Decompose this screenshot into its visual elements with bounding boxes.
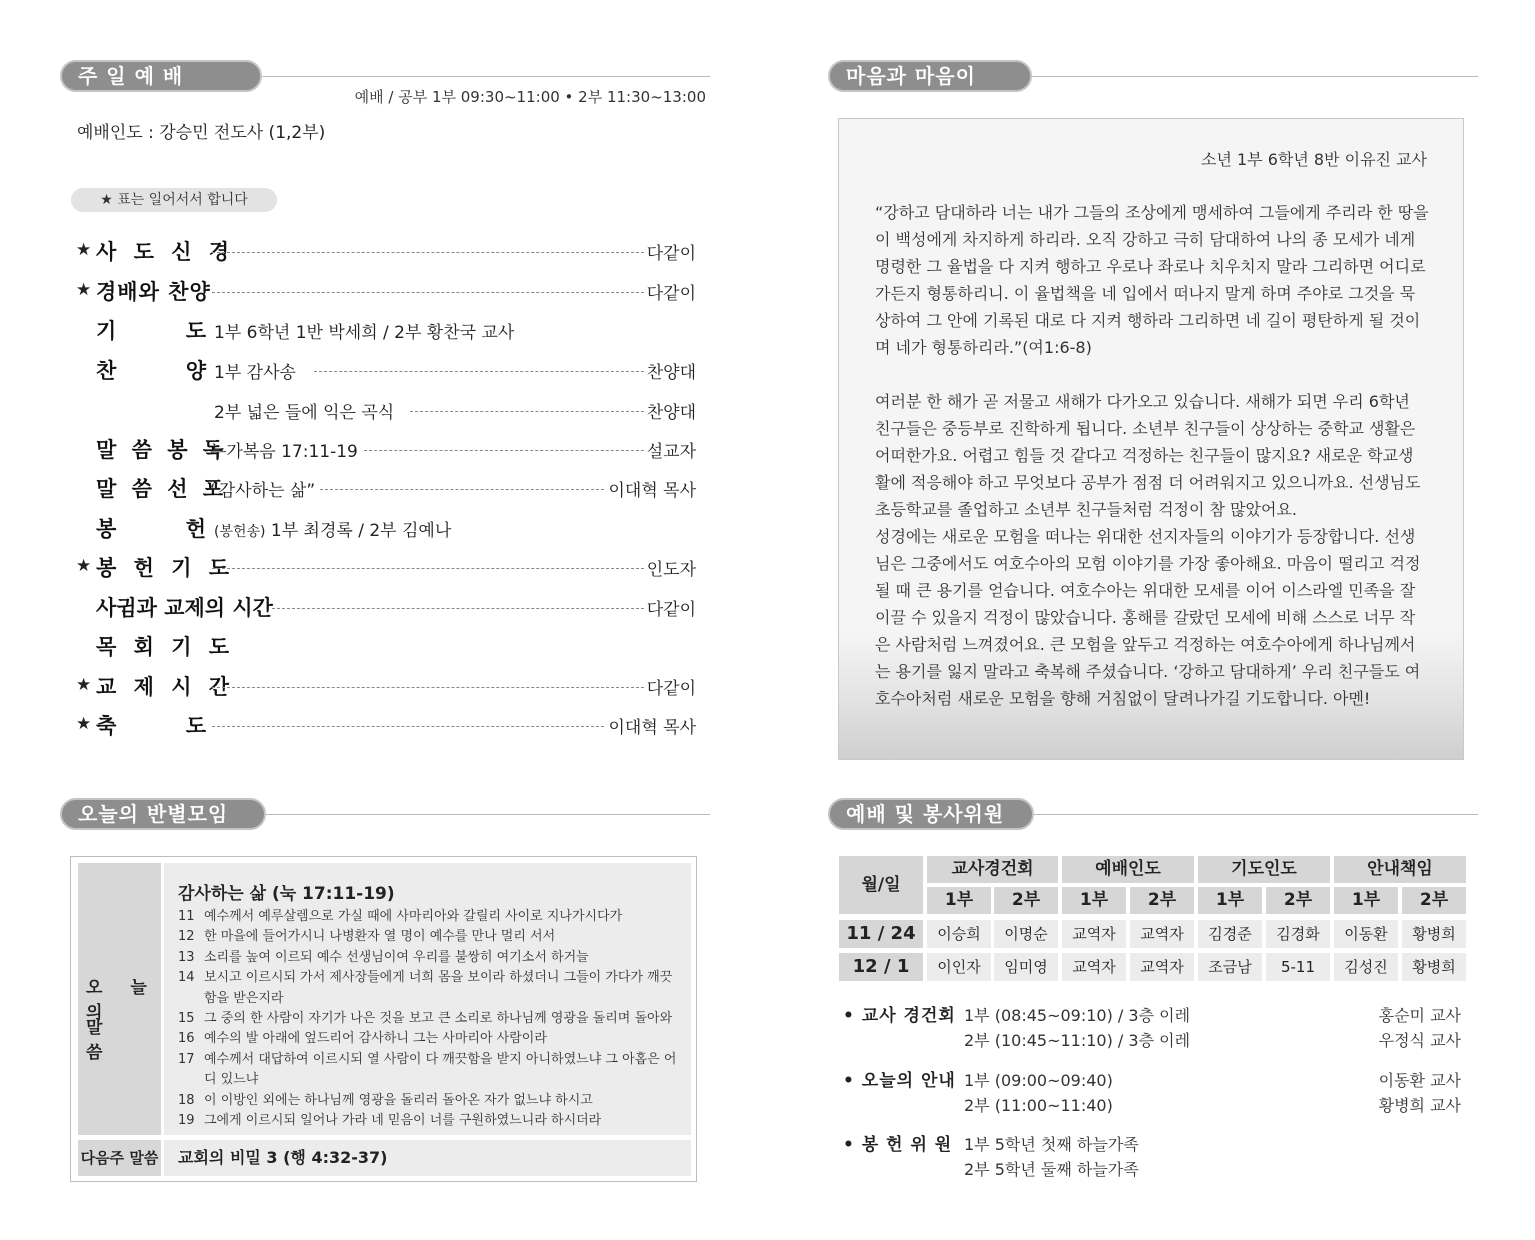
star-mark: ★ [76,556,92,576]
verse-number: 16 [178,1031,195,1047]
order-label: 말 씀 선 포 [96,477,228,501]
row-date: 11 / 24 [839,920,923,948]
order-row [76,631,696,661]
table-cell: 황병희 [1402,953,1466,981]
verse-number: 11 [178,909,195,924]
paragraph-gap [875,361,1431,388]
worship-schedule: 예배 / 공부 1부 09:30~11:00 • 2부 11:30~13:00 [354,88,706,106]
devotion-paragraph: “강하고 담대하라 너는 내가 그들의 조상에게 맹세하여 그들에게 주리라 한 땅을 이 백성에게 차지하게 하리라. 오직 강하고 극히 담대하여 나의 종 모세가 네게 명령한 그 율법을 다 지켜 행하고 우로나 좌로나 치우치지 말라 그리하면 어디로 가든지 형통하리니. 이 율법책을 네 입에서 떠나지 말게 하며 주야로 그것을 묵 상하여 그 안에 기록된 대로 다 지켜 행하라 그리하면 네 길이 평탄하게 될 것이 며 네가 형통하리라.”(여1:6-8) [875,203,1429,357]
next-week-label: 다음주 말씀 [78,1140,161,1176]
verse-number: 15 [178,1011,195,1027]
order-row [76,473,696,503]
verse-text: 그에게 이르시되 일어나 가라 네 믿음이 너를 구원하였느니라 하시더라 [204,1113,602,1129]
order-row: 찬 양 1부 감사송 찬양대 [96,359,696,383]
sunday-worship-title: 주 일 예 배 [60,60,262,92]
leader-dots [212,252,644,253]
star-mark: ★ [76,675,92,695]
bible-meeting-box [70,856,697,1182]
order-performer: 찬양대 [646,403,696,423]
order-performer: 다같이 [646,679,696,699]
leader-dots [364,450,644,451]
devotion-paragraph: 성경에는 새로운 모험을 떠나는 위대한 선지자들의 이야기가 등장합니다. 선생 님은 그중에서도 여호수아의 모험 이야기를 가장 좋아해요. 마음이 떨리고 걱정 될 때 큰 용기를 얻습니다. 여호수아는 위대한 모세를 이어 이스라엘 민족을 잘 이끌 수 있을지 걱정이 많았습니다. 홍해를 갈랐던 모세에 비해 스스로 너무 작 은 사람처럼 느껴졌어요. 큰 모험을 앞두고 걱정하는 여호수아에게 하나님께서 는 용기를 잃지 말라고 축복해 주셨습니다. ‘강하고 담대하게’ 우리 친구들도 여 호수아처럼 새로운 모험을 향해 거침없이 달려나가길 기도합니다. 아멘! [875,527,1421,708]
duty-person: 홍순미 교사 [1378,1006,1461,1025]
verse [178,1009,683,1029]
order-detail: 2부 넓은 들에 익은 곡식 [214,403,395,423]
duty-label: • 교사 경건회 [843,1006,956,1026]
order-performer: 이대혁 목사 [608,718,696,738]
order-row [76,395,696,425]
order-row [76,236,696,266]
order-label: 말 씀 봉 독 [96,438,228,462]
today-word-label [78,863,161,1135]
order-detail: 1부 6학년 1반 박세희 / 2부 황찬국 교사 [214,323,515,343]
duty-person: 이동환 교사 [1378,1071,1461,1090]
sub-header: 2부 [1266,887,1330,914]
group-header: 교사경건회 [927,856,1058,883]
header-rule [1024,814,1478,815]
order-detail: “감사하는 삶” [210,481,316,501]
table-cell: 교역자 [1130,920,1194,948]
order-row: ★ 축 도 이대혁 목사 [76,714,696,738]
group-header: 안내책임 [1334,856,1466,883]
order-performer: 다같이 [646,244,696,264]
table-cell: 황병희 [1402,920,1466,948]
duty-line: 2부 (11:00~11:40) [964,1096,1113,1115]
duty-line: 1부 (08:45~09:10) / 3층 이레 [964,1006,1191,1025]
verse [178,927,683,947]
verse [178,1111,683,1131]
leader-dots [212,687,644,688]
verse-number: 12 [178,929,195,945]
sub-header: 1부 [1062,887,1126,914]
verse-text: 그 중의 한 사람이 자기가 나은 것을 보고 큰 소리로 하나님께 영광을 돌리며 돌아와 [204,1011,673,1027]
devotion-header [828,60,1478,94]
group-header: 예배인도 [1062,856,1194,883]
duty-label: • 오늘의 안내 [843,1071,956,1091]
order-detail [214,516,451,541]
verse-text: 한 마을에 들어가시니 나병환자 열 명이 예수를 만나 멀리 서서 [204,929,556,945]
table-cell: 조금남 [1198,953,1262,981]
devotion-author: 소년 1부 6학년 8반 이유진 교사 [1201,150,1427,169]
verse-text: 예수의 발 아래에 엎드리어 감사하니 그는 사마리아 사람이라 [204,1031,547,1047]
leader-dots [410,411,644,412]
duty-line: 1부 (09:00~09:40) [964,1071,1113,1090]
sub-header: 2부 [1402,887,1466,914]
table-cell: 이동환 [1334,920,1398,948]
duty-person: 황병희 교사 [1378,1096,1461,1115]
duty-person: 우정식 교사 [1378,1031,1461,1050]
order-performer: 다같이 [646,284,696,304]
order-performer: 인도자 [646,560,696,580]
order-row [76,434,696,464]
order-performer: 이대혁 목사 [608,481,696,501]
verse [178,907,683,927]
sub-header: 2부 [994,887,1058,914]
bible-meeting-header [60,798,710,832]
verse [178,1091,683,1111]
sub-header: 1부 [927,887,991,914]
passage-title: 감사하는 삶 (눅 17:11-19) [178,884,395,904]
verse-number: 14 [178,970,195,986]
leader-dots [320,489,604,490]
offering-song-note: (봉헌송) [214,524,266,540]
date-header: 월/일 [839,856,923,914]
table-cell: 김경화 [1266,920,1330,948]
order-detail: 1부 감사송 [214,363,296,383]
verse-list [178,907,683,1131]
row-date: 12 / 1 [839,953,923,981]
header-rule [1023,76,1478,77]
devotion-title: 마음과 마음이 [828,60,1032,92]
devotion-box [838,118,1464,760]
leader-dots [314,371,644,372]
devotion-paragraph: 여러분 한 해가 곧 저물고 새해가 다가오고 있습니다. 새해가 되면 우리 6학년 친구들은 중등부로 진학하게 됩니다. 소년부 친구들이 상상하는 중학교 생활은 어떠한가요. 어렵고 힘들 것 같다고 걱정하는 친구들이 많지요? 새로운 학교생 활에 적응해야 하고 무엇보다 공부가 점점 더 어려워지고 있으니까요. 선생님도 초등학교를 졸업하고 소년부 친구들처럼 걱정이 참 많았어요. [875,392,1421,519]
verse-text: 소리를 높여 이르되 예수 선생님이여 우리를 불쌍히 여기소서 하거늘 [204,949,589,965]
group-header: 기도인도 [1198,856,1330,883]
verse-number: 17 [178,1051,195,1067]
order-performer: 설교자 [646,442,696,462]
order-label: 목 회 기 도 [96,635,235,659]
service-title: 예배 및 봉사위원 [828,798,1034,830]
verse-text: 보시고 이르시되 가서 제사장들에게 너희 몸을 보이라 하셨더니 그들이 가다가 깨끗함을 받은지라 [204,970,673,1006]
table-cell: 김성진 [1334,953,1398,981]
verse [178,968,683,1009]
verse-text: 예수께서 대답하여 이르시되 열 사람이 다 깨끗함을 받지 아니하였느냐 그 아홉은 어디 있느냐 [204,1051,677,1088]
table-cell: 교역자 [1130,953,1194,981]
verse-number: 13 [178,949,195,965]
star-note: ★ 표는 일어서서 합니다 [71,188,277,212]
table-cell: 이승희 [927,920,991,948]
leader-dots [272,608,644,609]
sub-header: 1부 [1334,887,1398,914]
table-cell: 김경준 [1198,920,1262,948]
order-performer: 찬양대 [646,363,696,383]
duty-label: • 봉 헌 위 원 [843,1135,953,1155]
order-label: 봉 헌 기 도 [96,556,235,580]
verse [178,948,683,968]
order-label: 교 제 시 간 [96,675,235,699]
star-mark: ★ [76,714,92,734]
today-word-label-line2: 말 씀 [86,1018,131,1063]
next-week-title: 교회의 비밀 3 (행 4:32-37) [178,1148,388,1167]
sub-header: 1부 [1198,887,1262,914]
bible-meeting-title: 오늘의 반별모임 [60,798,266,830]
order-row [76,552,696,582]
star-mark: ★ [76,280,92,300]
table-cell: 이명순 [994,920,1058,948]
header-rule [256,814,710,815]
service-header [828,798,1478,832]
order-label: 사 도 신 경 [96,240,235,264]
verse-text: 이 이방인 외에는 하나님께 영광을 돌리러 돌아온 자가 없느냐 하시고 [204,1092,593,1108]
header-rule [250,76,710,77]
star-mark: ★ [76,240,92,260]
order-row [76,671,696,701]
table-cell: 교역자 [1062,953,1126,981]
duty-line: 1부 5학년 첫째 하늘가족 [964,1135,1139,1154]
table-cell: 교역자 [1062,920,1126,948]
order-row: 봉 헌 (봉헌송) 1부 최경록 / 2부 김예나 [96,517,452,541]
next-week-content [164,1140,691,1176]
worship-leader: 예배인도 : 강승민 전도사 (1,2부) [77,123,326,143]
verse [178,1050,683,1091]
table-cell: 임미영 [994,953,1058,981]
leader-dots [212,726,604,727]
devotion-text [875,199,1431,712]
order-row: 기 도 1부 6학년 1반 박세희 / 2부 황찬국 교사 [96,319,515,343]
duty-line: 2부 5학년 둘째 하늘가족 [964,1160,1139,1179]
verse-number: 18 [178,1092,195,1108]
leader-dots [212,292,644,293]
order-performer: 다같이 [646,600,696,620]
verse [178,1029,683,1049]
today-word-content [164,863,691,1135]
verse-text: 예수께서 예루살렘으로 가실 때에 사마리아와 갈릴리 사이로 지나가시다가 [204,909,623,924]
verse-number: 19 [178,1113,195,1129]
order-detail: 누가복음 17:11-19 [210,442,358,462]
order-label: 경배와 찬양 [96,280,211,304]
duty-line: 2부 (10:45~11:10) / 3층 이레 [964,1031,1191,1050]
leader-dots [212,568,644,569]
offering-detail: 1부 최경록 / 2부 김예나 [265,521,452,541]
today-word-label-line1: 오 늘 의 [86,978,158,1023]
table-cell: 이인자 [927,953,991,981]
order-label: 사귐과 교제의 시간 [96,596,273,620]
order-row [76,592,696,622]
order-row [76,276,696,306]
sub-header: 2부 [1130,887,1194,914]
table-cell: 5-11 [1266,953,1330,981]
